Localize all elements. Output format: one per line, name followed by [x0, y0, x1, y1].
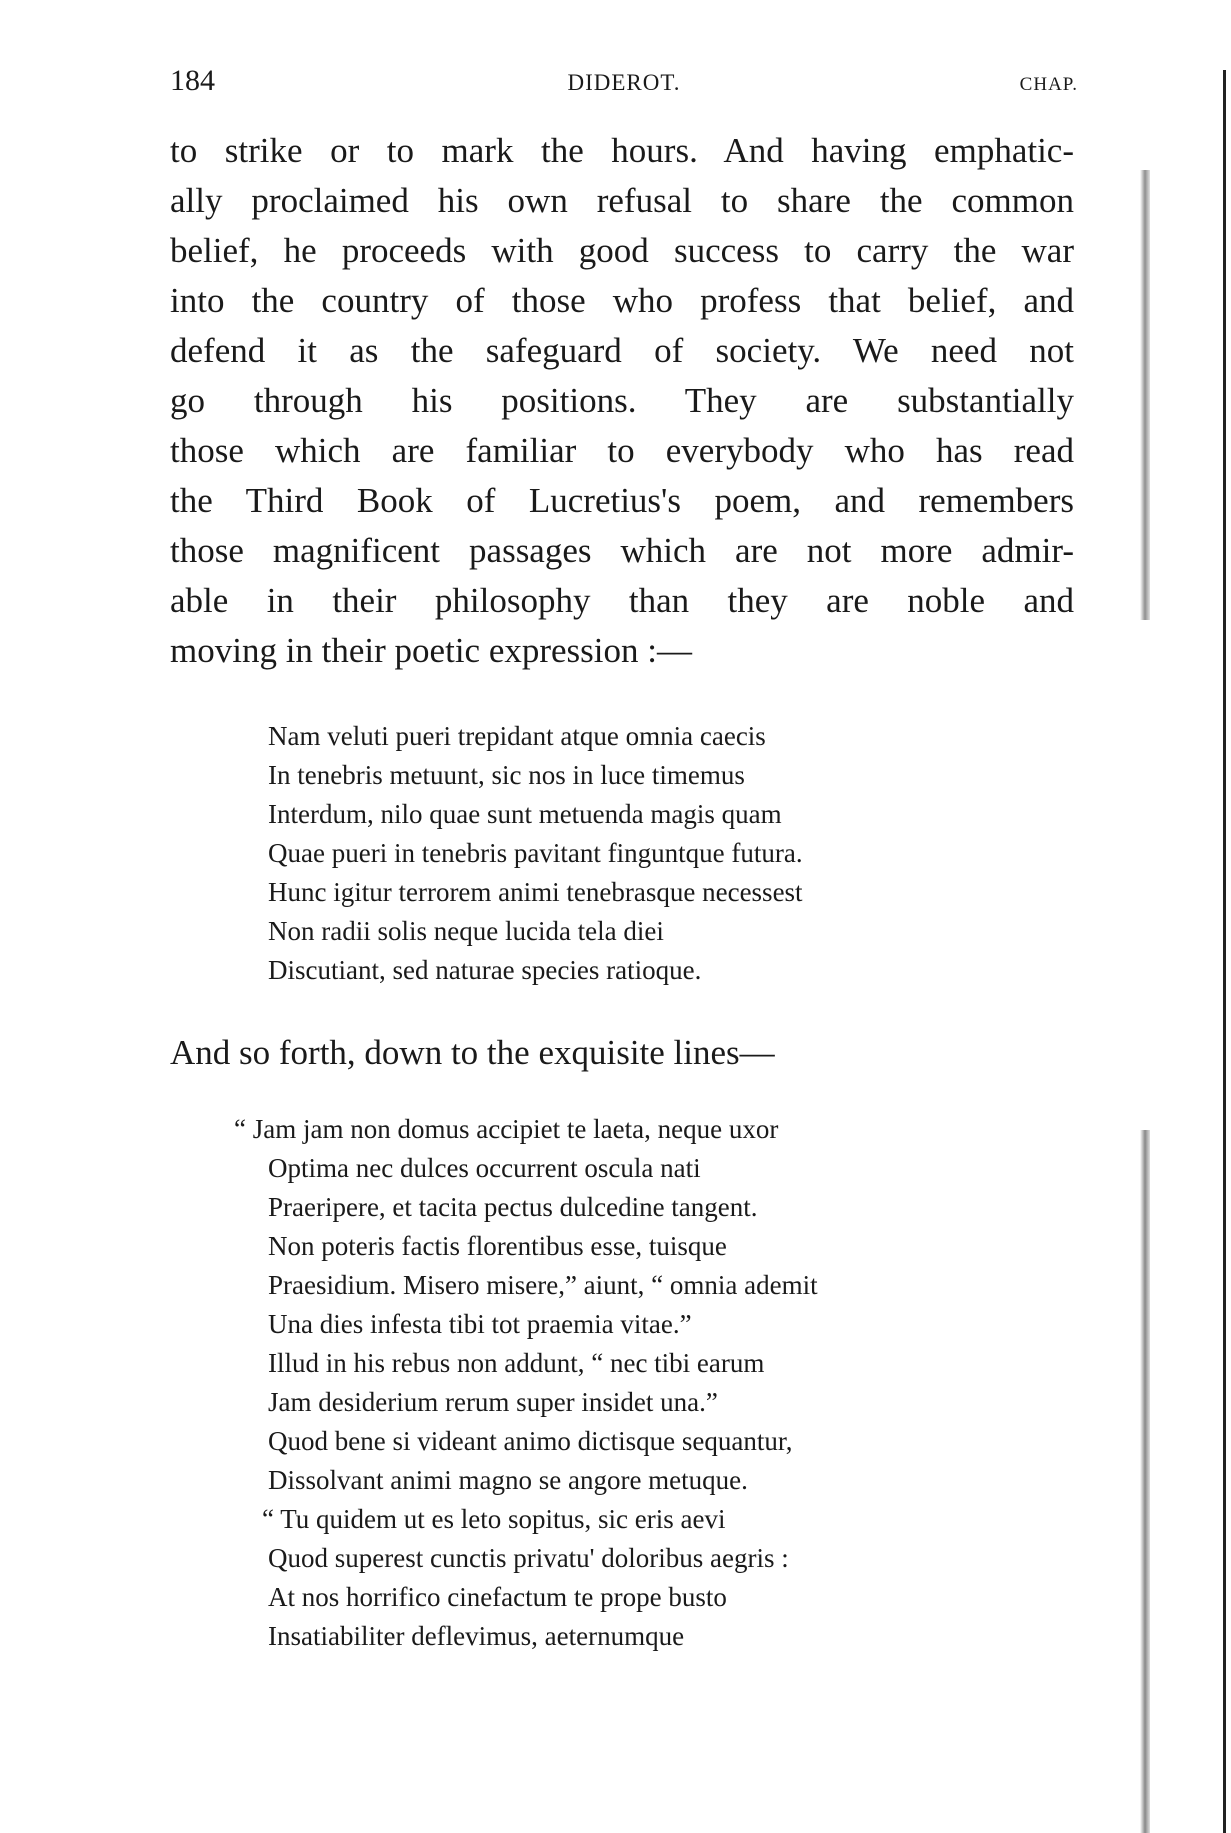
verse-line: Hunc igitur terrorem animi tenebrasque necessest	[268, 877, 803, 907]
verse-line: Quod bene si videant animo dictisque sequantur,	[268, 1426, 793, 1456]
verse-line: Jam desiderium rerum super insidet una.”	[268, 1387, 718, 1417]
verse-line: Dissolvant animi magno se angore metuque.	[268, 1465, 748, 1495]
page-edge-line	[1223, 70, 1226, 1833]
page-number: 184	[170, 64, 215, 97]
text-line: into the country of those who profess that belief, and	[170, 281, 1074, 320]
verse-line: Praesidium. Misero misere,” aiunt, “ omnia ademit	[268, 1270, 818, 1300]
page-header	[170, 64, 1078, 104]
chapter-label: CHAP.	[1019, 74, 1078, 95]
text-line: those magnificent passages which are not more admir-	[170, 531, 1074, 570]
text-line: belief, he proceeds with good success to carry the war	[170, 231, 1074, 270]
text-line: moving in their poetic expression :—	[170, 631, 692, 670]
verse-line: Quod superest cunctis privatu' doloribus aegris :	[268, 1543, 789, 1573]
verse-line: In tenebris metuunt, sic nos in luce timemus	[268, 760, 745, 790]
text-line: And so forth, down to the exquisite lines—	[170, 1033, 775, 1072]
verse-line: Insatiabiliter deflevimus, aeternumque	[268, 1621, 685, 1651]
verse-line: “ Jam jam non domus accipiet te laeta, neque uxor	[234, 1114, 779, 1144]
text-line: able in their philosophy than they are noble and	[170, 581, 1074, 620]
verse-line: Non radii solis neque lucida tela diei	[268, 916, 664, 946]
text-line: ally proclaimed his own refusal to share the common	[170, 181, 1074, 220]
verse-line: “ Tu quidem ut es leto sopitus, sic eris aevi	[262, 1504, 726, 1534]
verse-line: Una dies infesta tibi tot praemia vitae.”	[268, 1309, 692, 1339]
text-line: to strike or to mark the hours. And having emphatic-	[170, 131, 1074, 170]
verse-line: Nam veluti pueri trepidant atque omnia caecis	[268, 721, 766, 751]
text-line: the Third Book of Lucretius's poem, and remembers	[170, 481, 1074, 520]
verse-line: Interdum, nilo quae sunt metuenda magis quam	[268, 799, 782, 829]
verse-line: At nos horrifico cinefactum te prope busto	[268, 1582, 727, 1612]
verse-line: Quae pueri in tenebris pavitant finguntque futura.	[268, 838, 803, 868]
text-line: those which are familiar to everybody who has read	[170, 431, 1074, 470]
verse-line: Non poteris factis florentibus esse, tuisque	[268, 1231, 727, 1261]
verse-line: Praeripere, et tacita pectus dulcedine tangent.	[268, 1192, 758, 1222]
text-line: defend it as the safeguard of society. We need not	[170, 331, 1074, 370]
verse-line: Discutiant, sed naturae species ratioque.	[268, 955, 702, 985]
verse-line: Illud in his rebus non addunt, “ nec tibi earum	[268, 1348, 765, 1378]
binding-shadow	[1140, 1130, 1150, 1833]
text-line: go through his positions. They are substantially	[170, 381, 1074, 420]
verse-line: Optima nec dulces occurrent oscula nati	[268, 1153, 701, 1183]
running-title: DIDEROT.	[567, 70, 681, 95]
binding-shadow	[1140, 170, 1150, 620]
